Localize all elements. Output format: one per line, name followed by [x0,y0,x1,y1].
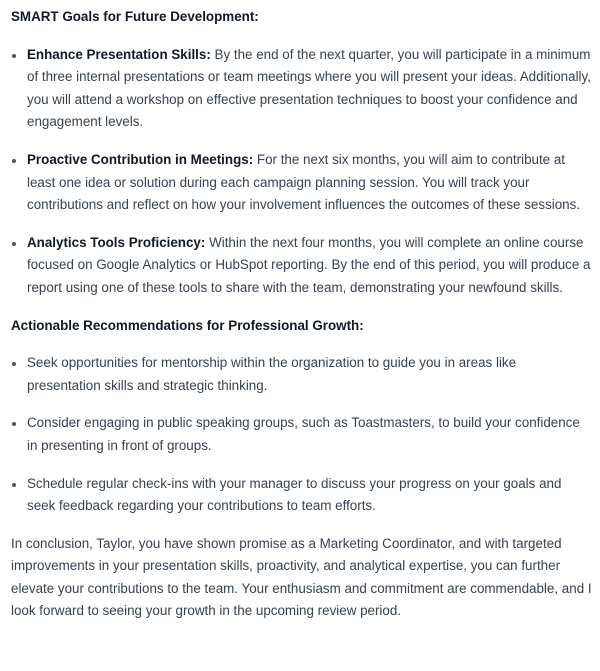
goal-text: By the end of the next quarter, you will participate in a minimum of three internal presentations or team meetings where you will present your ideas. Additionally, you will attend a workshop on effective presentation techniques to boost your confidence and engagement levels. [27,46,591,130]
list-item [11,232,592,300]
list-item: Seek opportunities for mentorship within the organization to guide you in areas like presentation skills and strategic thinking. [11,352,592,397]
smart-goals-list [11,44,592,300]
recommendations-list [11,352,592,518]
goal-title: Enhance Presentation Skills: [27,46,211,62]
conclusion-paragraph: In conclusion, Taylor, you have shown promise as a Marketing Coordinator, and with targeted improvements in your presentation skills, proactivity, and analytical expertise, you can further elevate your contributions to the team. Your enthusiasm and commitment are commendable, and I look forward to seeing your growth in the upcoming review period. [11,535,592,619]
goal-title: Proactive Contribution in Meetings: [27,151,254,167]
list-item: Schedule regular check-ins with your manager to discuss your progress on your goals and seek feedback regarding your contributions to team efforts. [11,473,592,518]
list-item [11,149,592,217]
goal-title: Analytics Tools Proficiency: [27,234,206,250]
list-item: Consider engaging in public speaking groups, such as Toastmasters, to build your confidence in presenting in front of groups. [11,412,592,457]
goal-text: For the next six months, you will aim to contribute at least one idea or solution during each campaign planning session. You will track your contributions and reflect on how your involvement influences the outcomes of these sessions. [27,151,581,213]
goal-text: Within the next four months, you will complete an online course focused on Google Analytics or HubSpot reporting. By the end of this period, you will produce a report using one of these tools to share with the team, demonstrating your newfound skills. [27,234,591,295]
recommendations-heading: Actionable Recommendations for Professional Growth: [11,317,364,333]
list-item [11,44,592,134]
smart-goals-heading: SMART Goals for Future Development: [11,9,259,24]
